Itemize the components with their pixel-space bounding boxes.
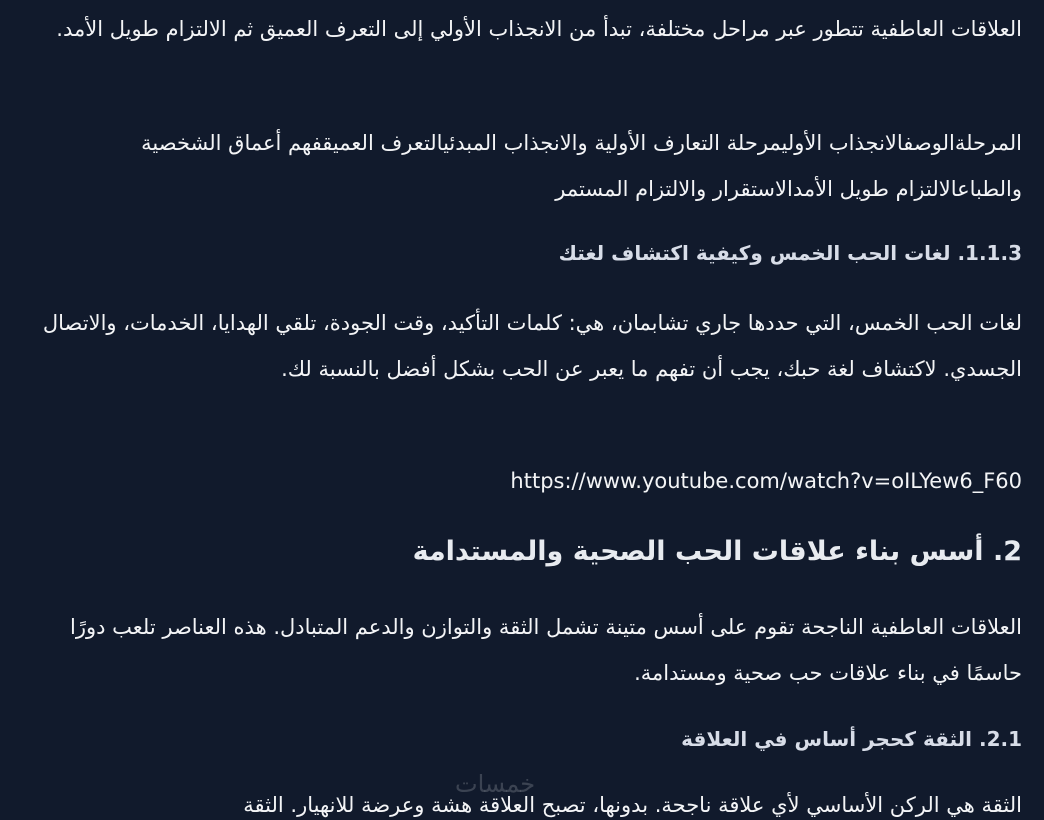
paragraph-foundations: العلاقات العاطفية الناجحة تقوم على أسس متينة تشمل الثقة والتوازن والدعم المتبادل. هذه العناصر تلعب دورًا حاسمًا في بناء علاقات حب صحية ومستدامة. [69, 615, 1022, 685]
paragraph-love-languages: لغات الحب الخمس، التي حددها جاري تشابمان، هي: كلمات التأكيد، وقت الجودة، تلقي الهدايا، الخدمات، والاتصال الجسدي. لاكتشاف لغة حبك، يجب أن تفهم ما يعبر عن الحب بشكل أفضل بالنسبة لك. [42, 311, 1022, 381]
paragraph-trust: الثقة هي الركن الأساسي لأي علاقة ناجحة. بدونها، تصبح العلاقة هشة وعرضة للانهيار. الثقة [243, 793, 1022, 817]
khamsat-watermark: خمسات [455, 770, 536, 798]
heading-trust: 2.1. الثقة كحجر أساس في العلاقة [681, 727, 1022, 751]
paragraph-intro: العلاقات العاطفية تتطور عبر مراحل مختلفة، تبدأ من الانجذاب الأولي إلى التعرف العميق ثم الالتزام طويل الأمد. [56, 17, 1022, 41]
video-link[interactable]: https://www.youtube.com/watch?v=oILYew6_F60 [510, 469, 1022, 493]
heading-healthy-relationships: 2. أسس بناء علاقات الحب الصحية والمستدامة [412, 536, 1022, 567]
heading-love-languages: 1.1.3. لغات الحب الخمس وكيفية اكتشاف لغتك [558, 241, 1022, 265]
paragraph-stages: المرحلةالوصفالانجذاب الأوليمرحلة التعارف الأولية والانجذاب المبدئيالتعرف العميقفهم أعماق الشخصية والطباعالالتزام طويل الأمدالاستقرار والالتزام المستمر [141, 131, 1022, 201]
